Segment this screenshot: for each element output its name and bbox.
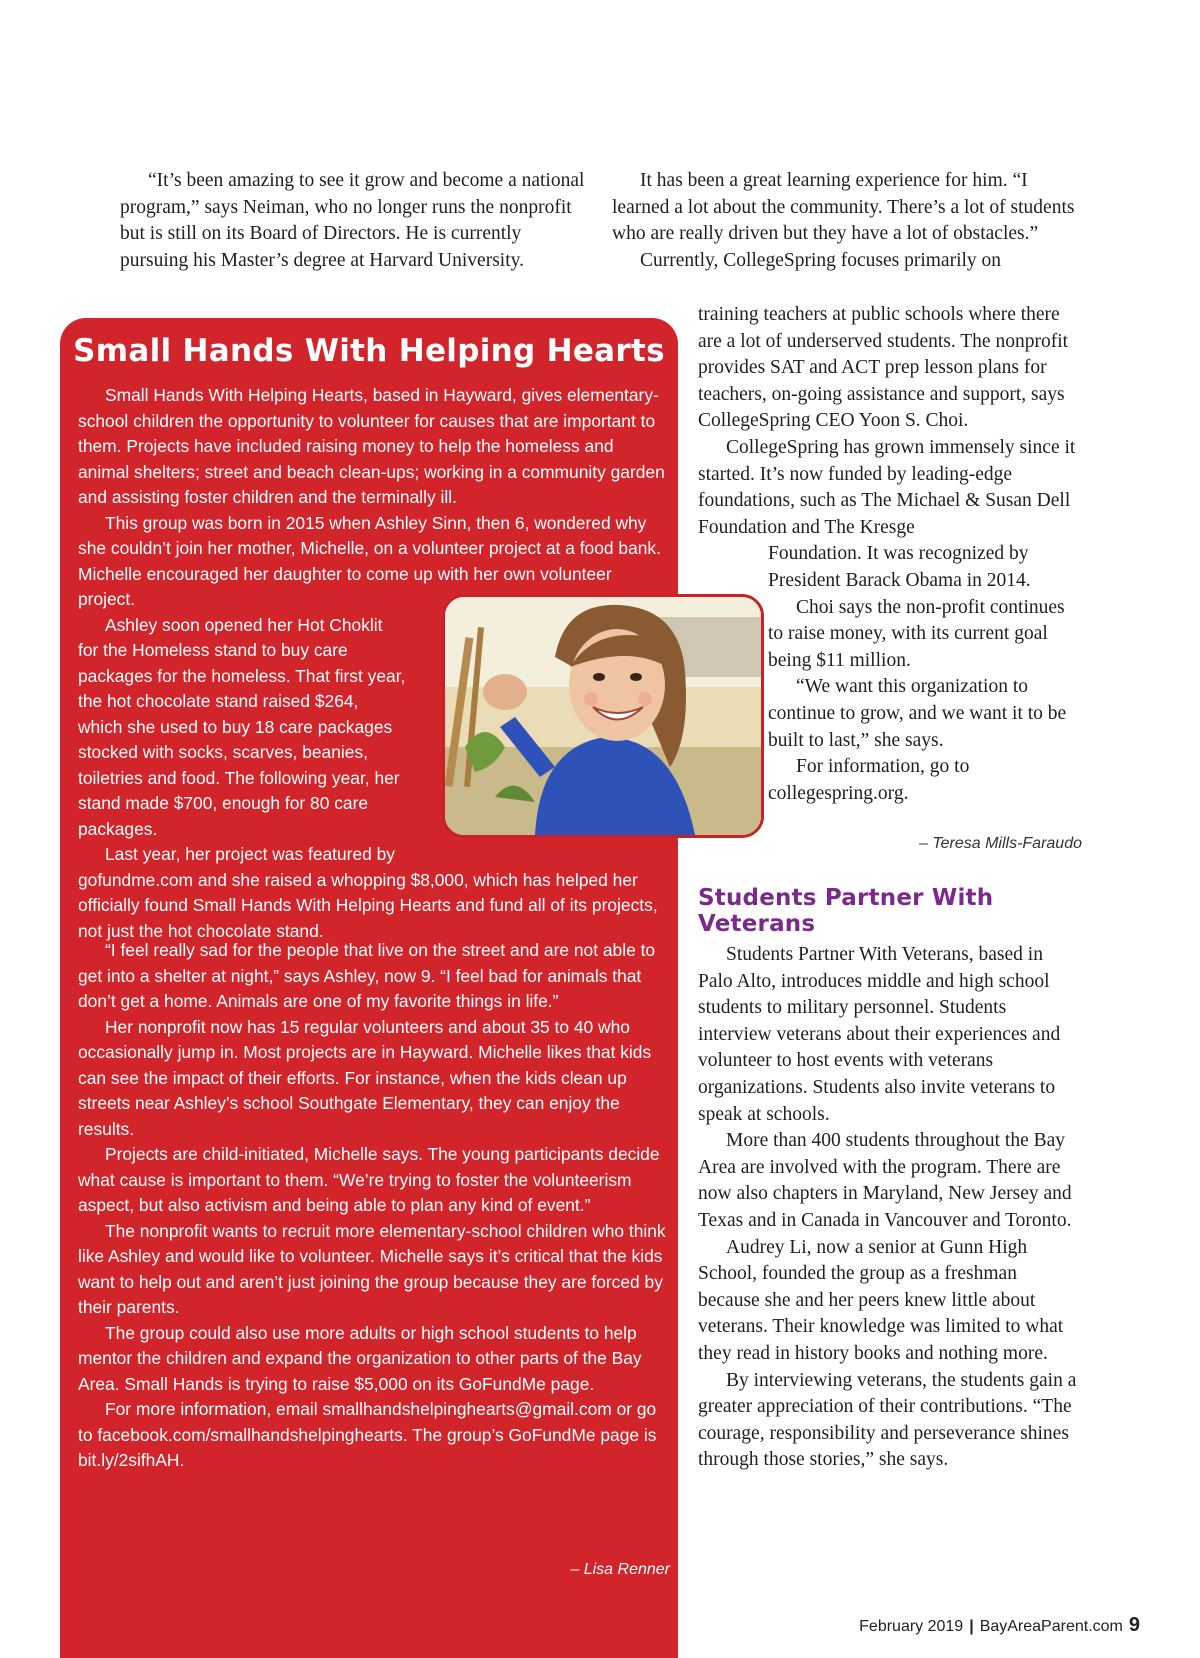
article-column-top-left: [120, 168, 585, 274]
article-paragraph: “We want this organization to continue to grow, and we want it to be built to last,” she says.: [768, 676, 1067, 751]
sidebar-text-lower-body: [78, 938, 668, 1474]
page-number: 9: [1128, 1614, 1140, 1636]
article-paragraph: It has been a great learning experience for him. “I learned a lot about the community. There’s a lot of students who are really driven but they have a lot of obstacles.”: [612, 170, 1075, 245]
article-paragraph: CollegeSpring has grown immensely since it started. It’s now funded by leading-edge foundations, such as The Michael & Susan Dell Foundation and The Kresge: [698, 436, 1076, 538]
page-footer: [859, 1614, 1140, 1637]
sidebar-title: Small Hands With Helping Hearts: [73, 333, 665, 369]
sidebar-paragraph: The group could also use more adults or high school students to help mentor the children and expand the organization to other parts of the Bay Area. Small Hands is trying to raise $5,000 on its GoFundMe page.: [78, 1322, 642, 1394]
section-heading: Students Partner With Veterans: [698, 885, 994, 937]
sidebar-paragraph: Last year, her project was featured by gofundme.com and she raised a whopping $8,000, which has helped her officially found Small Hands With Helping Hearts and fund all of its projects, not just the hot chocolate stand.: [78, 844, 658, 941]
sidebar-paragraph: This group was born in 2015 when Ashley Sinn, then 6, wondered why she couldn’t join her mother, Michelle, on a volunteer project at a food bank. Michelle encouraged her daughter to come up with her own volunteer project.: [78, 512, 661, 609]
sidebar-paragraph: Ashley soon opened her Hot Choklit for the Homeless stand to buy care packages for the homeless. That first year, the hot chocolate stand raised $264, which she used to buy 18 care packages stocked with socks, scarves, beanies, toiletries and food. The following year, her stand made $700, enough for 80 care packages.: [78, 614, 406, 839]
sidebar-paragraph: Her nonprofit now has 15 regular volunteers and about 35 to 40 who occasionally jump in. Most projects are in Hayward. Michelle likes that kids can see the impact of their efforts. For instance, when the kids clean up streets near Ashley’s school Southgate Elementary, they can enjoy the results.: [78, 1016, 652, 1139]
girl-photo: [442, 594, 764, 838]
article-paragraph: Foundation. It was recognized by President Barack Obama in 2014.: [768, 543, 1031, 591]
article-paragraph: Students Partner With Veterans, based in Palo Alto, introduces middle and high school students to military personnel. Students interview veterans about their experiences and volunteer to host events with veterans organizations. Students also invite veterans to speak at schools.: [698, 944, 1061, 1125]
sidebar-paragraph: The nonprofit wants to recruit more elementary-school children who think like Ashley and would like to volunteer. Michelle says it’s critical that the kids want to help out and aren’t just joining the group because they are forced by their parents.: [78, 1220, 666, 1317]
article-column-veterans: [698, 942, 1082, 1474]
article-paragraph: training teachers at public schools where there are a lot of underserved students. The nonprofit provides SAT and ACT prep lesson plans for teachers, on-going assistance and support, says CollegeSpring CEO Yoon S. Choi.: [698, 304, 1069, 432]
footer-site: BayAreaParent.com: [979, 1618, 1123, 1635]
byline: – Teresa Mills-Faraudo: [918, 835, 1082, 852]
article-paragraph: For information, go to collegespring.org.: [768, 756, 970, 804]
article-paragraph: By interviewing veterans, the students gain a greater appreciation of their contributions. “The courage, responsibility and perseverance shines through those stories,” she says.: [698, 1369, 1077, 1471]
sidebar-paragraph: For more information, email smallhandshelpinghearts@gmail.com or go to facebook.com/smallhandshelpinghearts. The group’s GoFundMe page is bit.ly/2sifhAH.: [78, 1399, 657, 1470]
article-paragraph: Audrey Li, now a senior at Gunn High School, founded the group as a freshman because she and her peers knew little about veterans. Their knowledge was limited to what they read in history books and nothing more.: [698, 1236, 1064, 1364]
footer-separator: |: [969, 1618, 974, 1635]
article-column-top-right: [612, 168, 1082, 274]
article-paragraph: More than 400 students throughout the Bay Area are involved with the program. There are now also chapters in Maryland, New Jersey and Texas and in Canada in Vancouver and Toronto.: [698, 1130, 1072, 1231]
sidebar-paragraph: Small Hands With Helping Hearts, based in Hayward, gives elementary-school children the opportunity to volunteer for causes that are important to them. Projects have included raising money to help the homeless and animal shelters; street and beach clean-ups; working in a community garden and assisting foster children and the terminally ill.: [78, 385, 665, 507]
footer-date: February 2019: [859, 1618, 964, 1635]
byline: – Lisa Renner: [570, 1561, 670, 1578]
article-paragraph: “It’s been amazing to see it grow and become a national program,” says Neiman, who no longer runs the nonprofit but is still on its Board of Directors. He is currently pursuing his Master’s degree at Harvard University.: [120, 170, 585, 271]
article-paragraph: Currently, CollegeSpring focuses primarily on: [640, 249, 1002, 271]
photo-illustration: [445, 597, 761, 835]
sidebar-paragraph: “I feel really sad for the people that live on the street and are not able to get into a shelter at night,” says Ashley, now 9. “I feel bad for animals that don’t get a home. Animals are one of my favorite things in life.”: [78, 940, 656, 1011]
article-paragraph: Choi says the non-profit continues to raise money, with its current goal being $11 million.: [768, 596, 1065, 671]
sidebar-paragraph: Projects are child-initiated, Michelle says. The young participants decide what cause is important to them. “We’re trying to foster the volunteerism aspect, but also activism and being able to plan any kind of event.”: [78, 1144, 660, 1215]
